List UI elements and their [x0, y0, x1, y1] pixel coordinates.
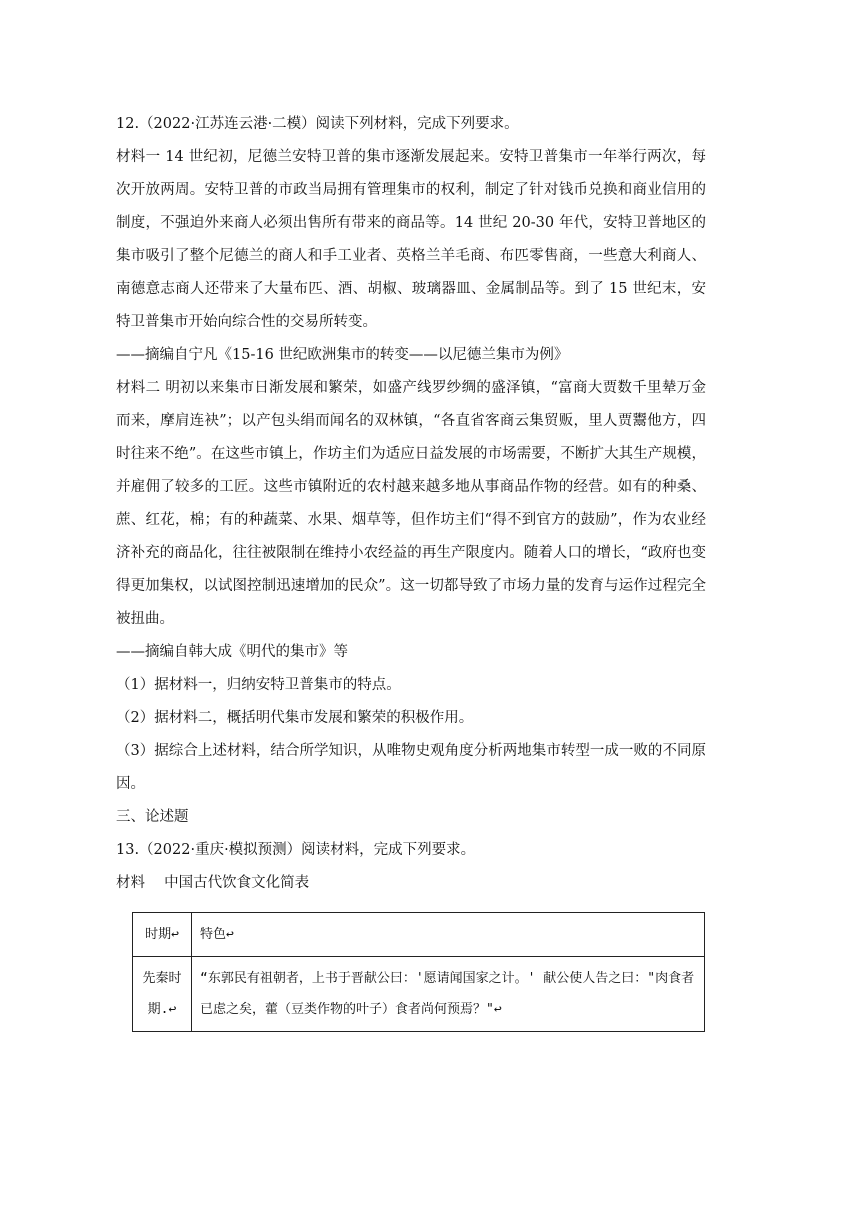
question-12-header: 12.（2022·江苏连云港·二模）阅读下列材料，完成下列要求。	[116, 116, 519, 132]
section-heading: 三、论述题	[116, 809, 189, 825]
table-header-row	[133, 913, 705, 957]
header-period: 时期↩	[133, 913, 192, 957]
material-1-text: 材料一 14 世纪初，尼德兰安特卫普的集市逐渐发展起来。安特卫普集市一年举行两次，每次开放两周。安特卫普的市政当局拥有管理集市的权利，制定了针对钱币兑换和商业信用的制度，不强迫外来商人必须出售所有带来的商品等。14 世纪 20-30 年代，安特卫普地区的集市吸引了整个尼德兰的商人和手工业者、英格兰羊毛商、布匹零售商，一些意大利商人、南德意志商人还带来了大量布匹、酒、胡椒、玻璃器皿、金属制品等。到了 15 世纪末，安特卫普集市开始向综合性的交易所转变。	[116, 149, 706, 330]
table-caption: 材料 中国古代饮食文化简表	[116, 875, 310, 891]
sub-question-3: （3）据综合上述材料，结合所学知识，从唯物史观角度分析两地集市转型一成一败的不同原因。	[116, 743, 706, 792]
sub-question-1: （1）据材料一，归纳安特卫普集市的特点。	[116, 677, 401, 693]
sub-question-2: （2）据材料二，概括明代集市发展和繁荣的积极作用。	[116, 710, 474, 726]
material-2-source: ——摘编自韩大成《明代的集市》等	[116, 644, 348, 660]
material-2-text: 材料二 明初以来集市日渐发展和繁荣，如盛产线罗纱绸的盛泽镇，“富商大贾数千里辇万金而来，摩肩连袂”；以产包头绢而闻名的双林镇，“各直省客商云集贸贩，里人贾鬻他方，四时往来不绝”。在这些市镇上，作坊主们为适应日益发展的市场需要，不断扩大其生产规模，并雇佣了较多的工匠。这些市镇附近的农村越来越多地从事商品作物的经营。如有的种桑、蔗、红花，棉；有的种蔬菜、水果、烟草等，但作坊主们“得不到官方的鼓励”，作为农业经济补充的商品化，往往被限制在维持小农经益的再生产限度内。随着人口的增长，“政府也变得更加集权，以试图控制迅速增加的民众”。这一切都导致了市场力量的发育与运作过程完全被扭曲。	[116, 380, 706, 627]
material-1-source: ——摘编自宁凡《15-16 世纪欧洲集市的转变——以尼德兰集市为例》	[116, 347, 569, 363]
table-row	[133, 957, 705, 1032]
question-13-header: 13.（2022·重庆·模拟预测）阅读材料，完成下列要求。	[116, 842, 476, 858]
document-body	[116, 108, 706, 1032]
header-feature: 特色↩	[192, 913, 705, 957]
cell-feature: “东郭民有祖朝者，上书于晋献公曰：'愿请闻国家之计。' 献公使人告之曰："肉食者已虑之矣，藿（豆类作物的叶子）食者尚何预焉？"↩	[192, 957, 705, 1032]
diet-culture-table	[132, 912, 705, 1032]
cell-period: 先秦时期.↩	[133, 957, 192, 1032]
